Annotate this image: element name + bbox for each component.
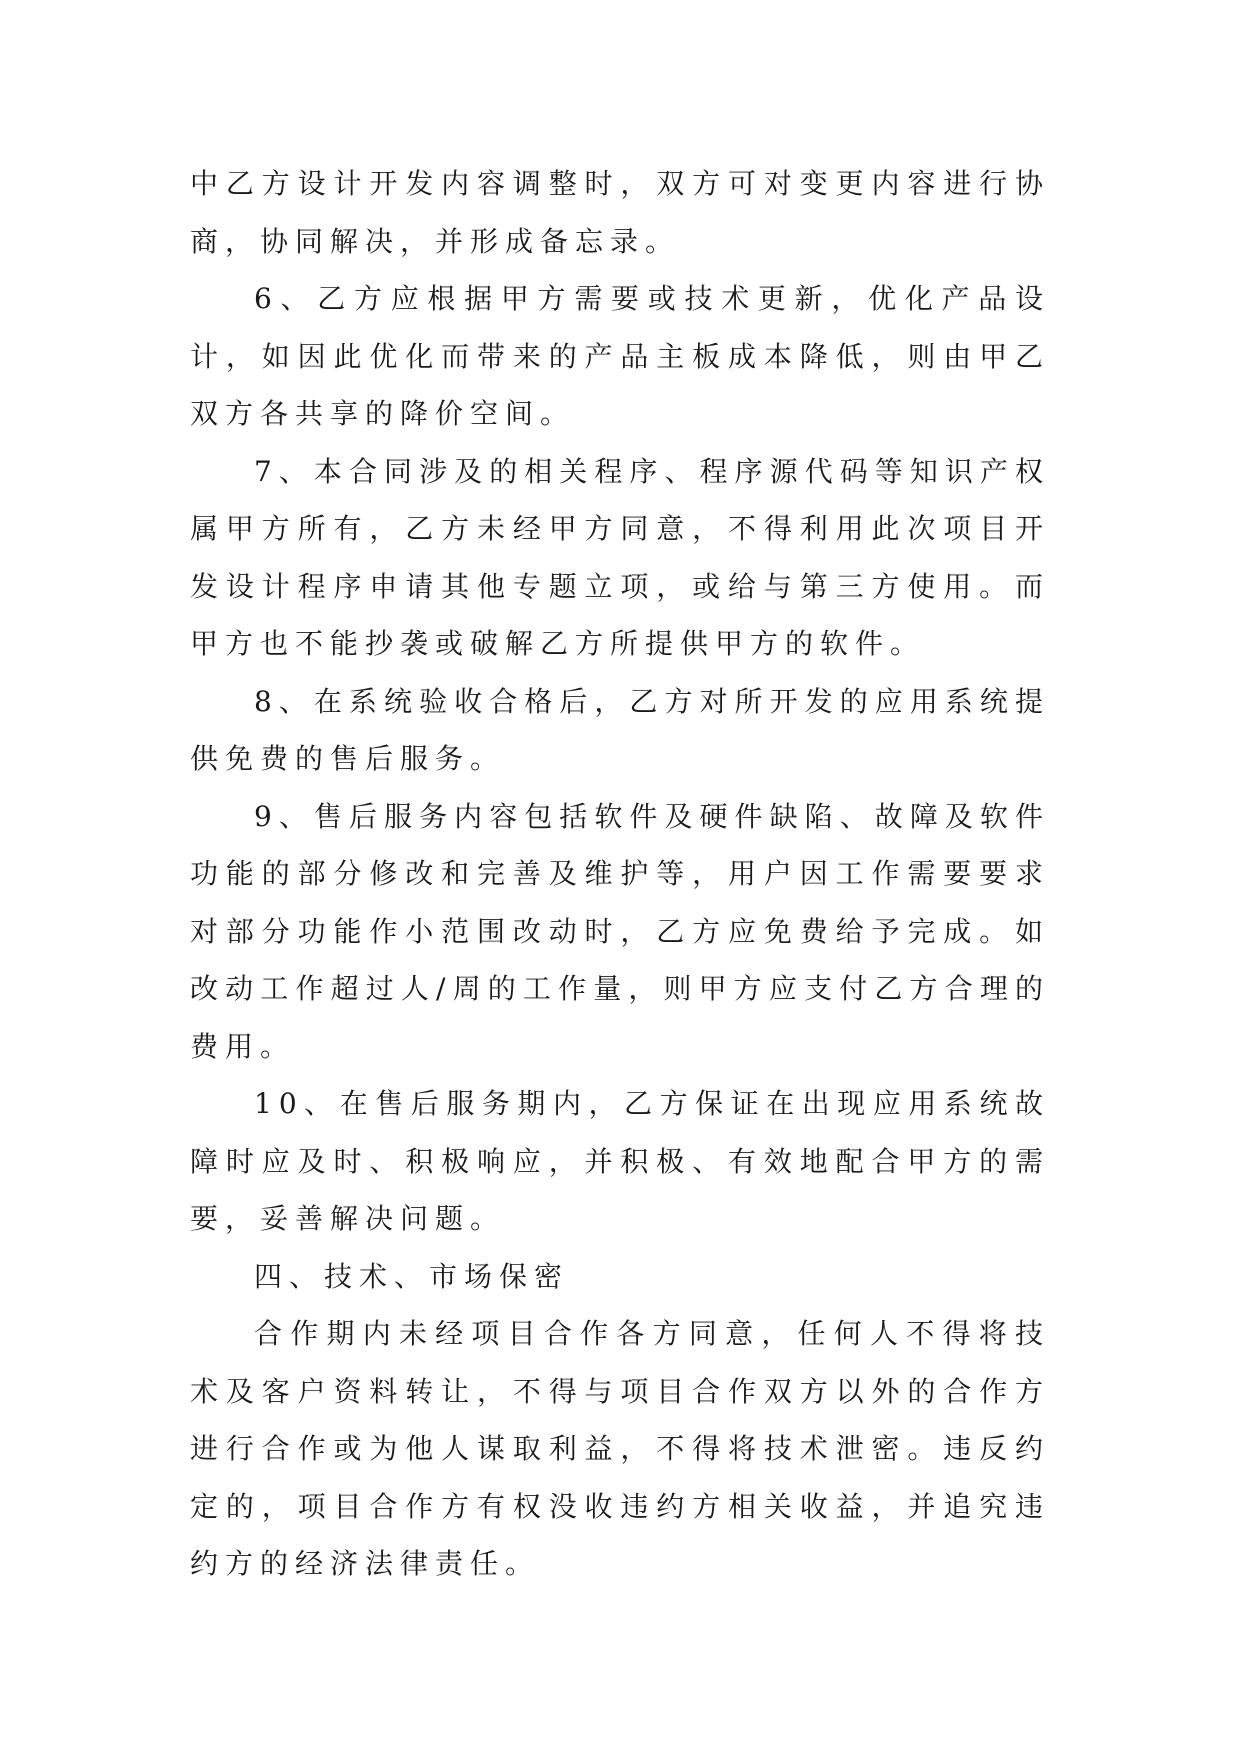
section-heading-confidentiality: 四、技术、市场保密 [254, 1259, 570, 1293]
document-body [190, 155, 1050, 1593]
paragraph-clause-7: 7、本合同涉及的相关程序、程序源代码等知识产权属甲方所有，乙方未经甲方同意，不得利用此次项目开发设计程序申请其他专题立项，或给与第三方使用。而甲方也不能抄袭或破解乙方所提供甲方的软件。 [190, 454, 1050, 660]
paragraph-continuation: 中乙方设计开发内容调整时，双方可对变更内容进行协商，协同解决，并形成备忘录。 [190, 167, 1050, 258]
paragraph-clause-10: 10、在售后服务期内，乙方保证在出现应用系统故障时应及时、积极响应，并积极、有效地配合甲方的需要，妥善解决问题。 [190, 1087, 1050, 1235]
paragraph-clause-9: 9、售后服务内容包括软件及硬件缺陷、故障及软件功能的部分修改和完善及维护等，用户因工作需要要求对部分功能作小范围改动时，乙方应免费给予完成。如改动工作超过人/周的工作量，则甲方应支付乙方合理的费用。 [190, 799, 1050, 1063]
paragraph-confidentiality: 合作期内未经项目合作各方同意，任何人不得将技术及客户资料转让，不得与项目合作双方以外的合作方进行合作或为他人谋取利益，不得将技术泄密。违反约定的，项目合作方有权没收违约方相关收益，并追究违约方的经济法律责任。 [190, 1317, 1050, 1580]
paragraph-clause-8: 8、在系统验收合格后，乙方对所开发的应用系统提供免费的售后服务。 [190, 684, 1050, 775]
paragraph-clause-6: 6、乙方应根据甲方需要或技术更新，优化产品设计，如因此优化而带来的产品主板成本降低，则由甲乙双方各共享的降价空间。 [190, 282, 1050, 430]
